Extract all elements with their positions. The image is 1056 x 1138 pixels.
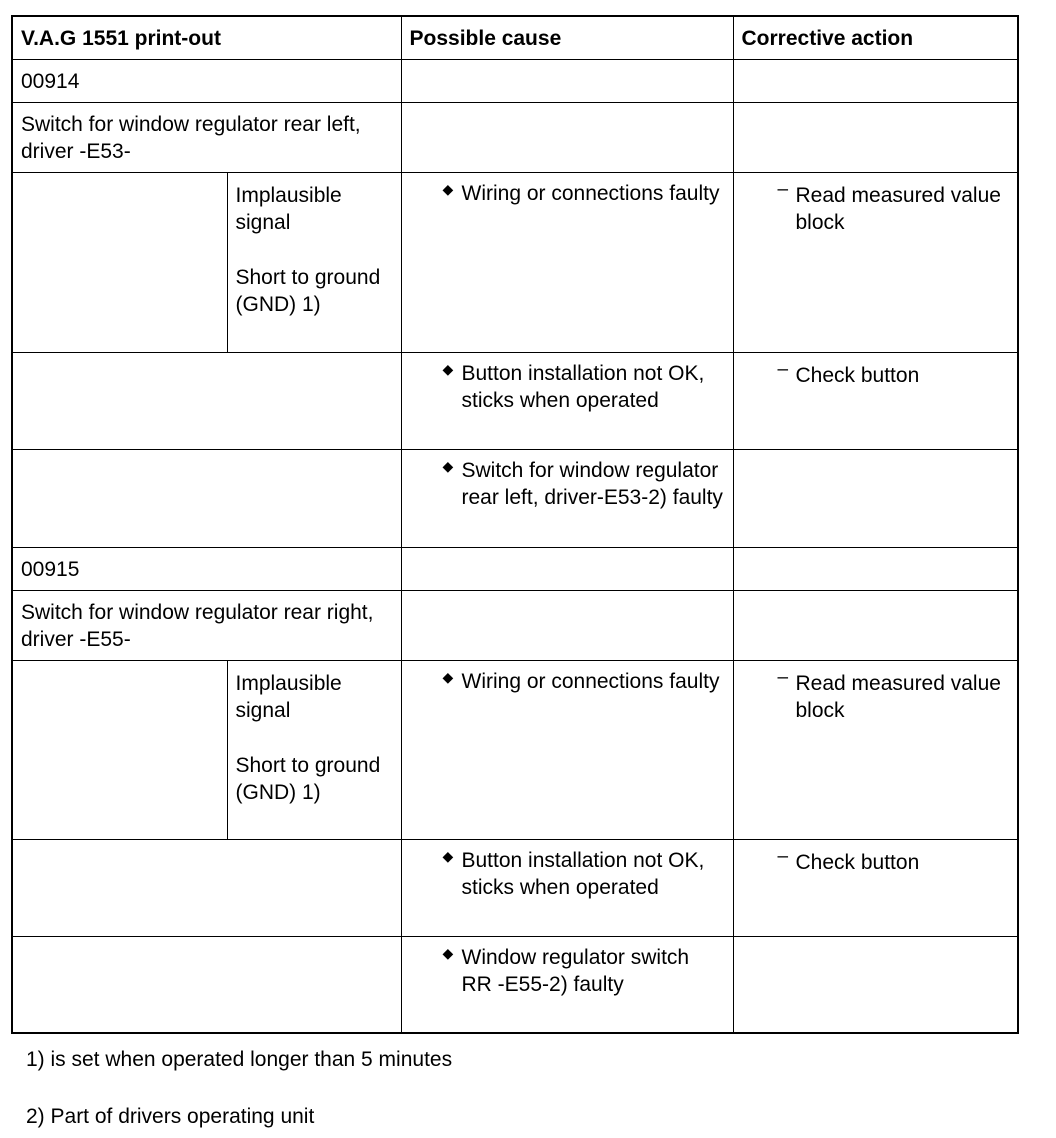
- cause-row: [12, 352, 1018, 449]
- condition-row: [12, 172, 1018, 352]
- header-possible-cause: Possible cause: [401, 16, 733, 59]
- component-row-e55: [12, 590, 1018, 660]
- code-row-00914: [12, 59, 1018, 102]
- condition-cell: [227, 660, 401, 839]
- cause-text: Wiring or connections faulty: [461, 669, 720, 693]
- condition-short-to-ground: Short to ground (GND) 1): [235, 753, 381, 804]
- action-cell: [733, 352, 1018, 449]
- component-row-e53: [12, 102, 1018, 172]
- header-printout: V.A.G 1551 print-out: [12, 16, 401, 59]
- fault-code-table: [11, 15, 1019, 1034]
- fault-code: 00915: [12, 547, 401, 590]
- fault-code: 00914: [12, 59, 401, 102]
- component-name: Switch for window regulator rear right, driver -E55-: [12, 590, 401, 660]
- condition-implausible-signal: Implausible signal: [235, 183, 342, 234]
- cause-cell: [401, 936, 733, 1033]
- diamond-bullet-icon: ◆: [442, 360, 454, 377]
- cause-row: [12, 449, 1018, 547]
- diamond-bullet-icon: ◆: [442, 668, 454, 685]
- code-row-00915: [12, 547, 1018, 590]
- cause-cell: [401, 449, 733, 547]
- action-cell: [733, 172, 1018, 352]
- cause-text: Button installation not OK, sticks when operated: [461, 848, 705, 899]
- condition-short-to-ground: Short to ground (GND) 1): [235, 265, 381, 316]
- cause-row: [12, 936, 1018, 1033]
- condition-row: [12, 660, 1018, 839]
- cause-text: Switch for window regulator rear left, driver-E53-2) faulty: [461, 458, 723, 509]
- dash-bullet-icon: –: [777, 358, 789, 380]
- cause-cell: [401, 172, 733, 352]
- diamond-bullet-icon: ◆: [442, 847, 454, 864]
- dash-bullet-icon: –: [777, 178, 789, 200]
- cause-text: Button installation not OK, sticks when operated: [461, 361, 705, 412]
- footnote-1: 1) is set when operated longer than 5 minutes: [26, 1048, 453, 1071]
- cause-cell: [401, 839, 733, 936]
- header-row: [12, 16, 1018, 59]
- cause-text: Window regulator switch RR -E55-2) faulty: [461, 945, 690, 996]
- action-cell: [733, 839, 1018, 936]
- action-text: Check button: [795, 363, 920, 387]
- diamond-bullet-icon: ◆: [442, 944, 454, 961]
- cause-row: [12, 839, 1018, 936]
- action-text: Read measured value block: [795, 671, 1001, 722]
- cause-cell: [401, 660, 733, 839]
- cause-cell: [401, 352, 733, 449]
- footnote-2: 2) Part of drivers operating unit: [26, 1105, 315, 1128]
- header-corrective-action: Corrective action: [733, 16, 1018, 59]
- cause-text: Wiring or connections faulty: [461, 181, 720, 205]
- condition-cell: [227, 172, 401, 352]
- dash-bullet-icon: –: [777, 845, 789, 867]
- component-name: Switch for window regulator rear left, driver -E53-: [12, 102, 401, 172]
- action-text: Check button: [795, 850, 920, 874]
- action-cell: [733, 660, 1018, 839]
- diamond-bullet-icon: ◆: [442, 180, 454, 197]
- diamond-bullet-icon: ◆: [442, 457, 454, 474]
- condition-implausible-signal: Implausible signal: [235, 671, 342, 722]
- action-text: Read measured value block: [795, 183, 1001, 234]
- dash-bullet-icon: –: [777, 666, 789, 688]
